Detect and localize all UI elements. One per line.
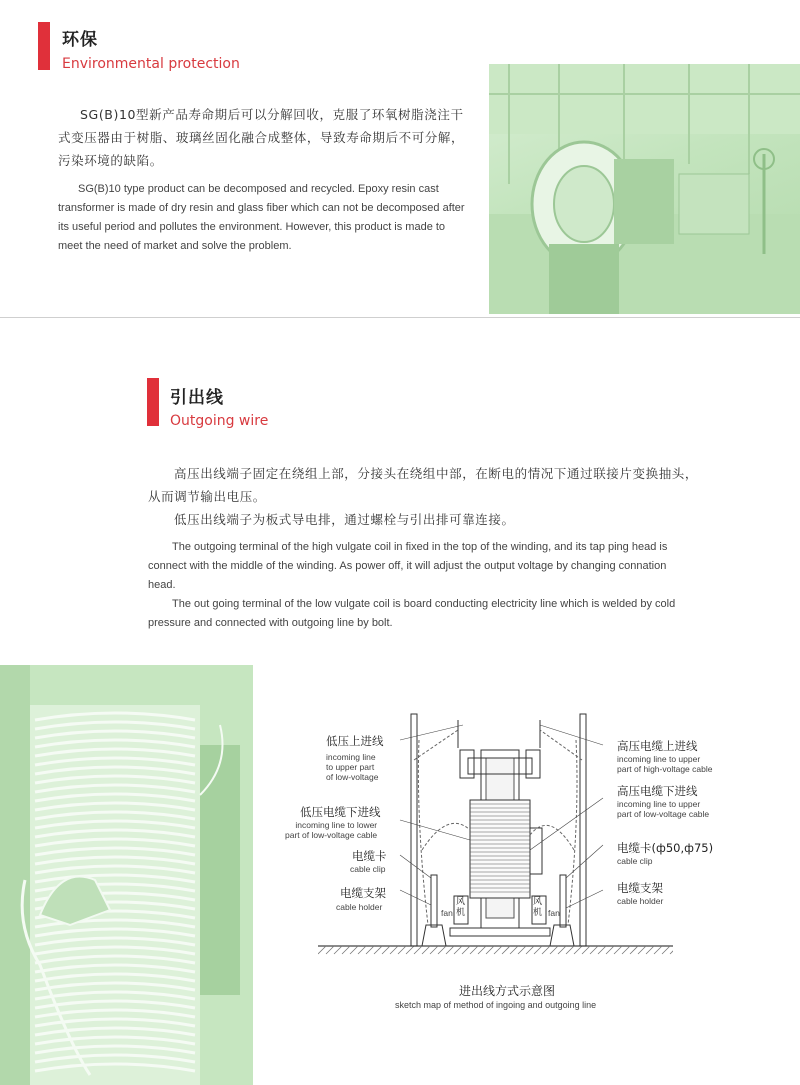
diagram-label-en: cable clip <box>350 864 386 874</box>
diagram-label-cn: 低压电缆下进线 <box>300 805 381 819</box>
section-body-cn: SG(B)10型新产品寿命期后可以分解回收，克服了环氧树脂浇注干式变压器由于树脂、玻璃丝固化融合成整体，导致寿命期后不可分解，污染环境的缺陷。 <box>58 107 465 168</box>
fan-label-cn: 风机 <box>533 897 543 918</box>
fan-label-cn: 风机 <box>456 897 466 918</box>
section-accent-bar <box>38 22 50 70</box>
section-divider <box>0 317 800 318</box>
diagram-label-en: cable holder <box>336 902 383 912</box>
diagram-label-cn: 低压上进线 <box>326 734 384 748</box>
diagram-label-cn: 电缆卡(ф50,ф75) <box>617 841 714 855</box>
section-title-en: Environmental protection <box>62 56 240 72</box>
diagram-label-cn: 电缆支架 <box>340 886 386 900</box>
section-body-en: SG(B)10 type product can be decomposed and recycled. Epoxy resin cast transformer is made of dry resin and glass fiber which can not be decomposed after its useful period and pollutes the environment. However, this product is made to meet the need of market and solve the problem. <box>58 183 465 252</box>
section-accent-bar <box>147 378 159 426</box>
diagram-label-en: cable clip <box>617 856 653 866</box>
diagram-label-cn: 高压电缆下进线 <box>617 784 698 798</box>
section-title-cn: 环保 <box>62 30 98 50</box>
factory-photo <box>489 64 800 314</box>
diagram-label-cn: 电缆卡 <box>352 849 387 863</box>
diagram-label-en: incoming line to upper part of high-voltage cable <box>617 754 713 774</box>
section-title-en: Outgoing wire <box>170 413 269 429</box>
diagram-label-en: incoming line to upper part of low-voltage cable <box>617 799 710 819</box>
diagram-label-cn: 高压电缆上进线 <box>617 739 698 753</box>
diagram-label-cn: 电缆支架 <box>617 881 663 895</box>
diagram-label-en: cable holder <box>617 896 664 906</box>
diagram-caption-en: sketch map of method of ingoing and outgoing line <box>395 1000 597 1010</box>
diagram-label-en: incoming line to lower part of low-voltage cable <box>285 820 378 840</box>
section-body-cn: 高压出线端子固定在绕组上部，分接头在绕组中部，在断电的情况下通过联接片变换抽头，从而调节输出电压。 低压出线端子为板式导电排，通过螺栓与引出排可靠连接。 <box>148 466 699 527</box>
diagram-caption-cn: 进出线方式示意图 <box>459 984 556 998</box>
fan-label-en: fan <box>441 908 453 918</box>
section-body-en: The outgoing terminal of the high vulgate coil in fixed in the top of the winding, and its tap ping head is connect with the middle of the winding. As power off, it will adjust the output voltage by changing connation head. The out going terminal of the low vulgate coil is board conducting electricity line which is welded by cold pressure and connected with outgoing line by bolt. <box>148 541 676 629</box>
coil-photo <box>0 665 253 1085</box>
diagram-label-en: incoming line to upper part of low-voltage <box>326 752 379 782</box>
fan-label-en: fan <box>548 908 560 918</box>
section-title-cn: 引出线 <box>170 388 224 408</box>
